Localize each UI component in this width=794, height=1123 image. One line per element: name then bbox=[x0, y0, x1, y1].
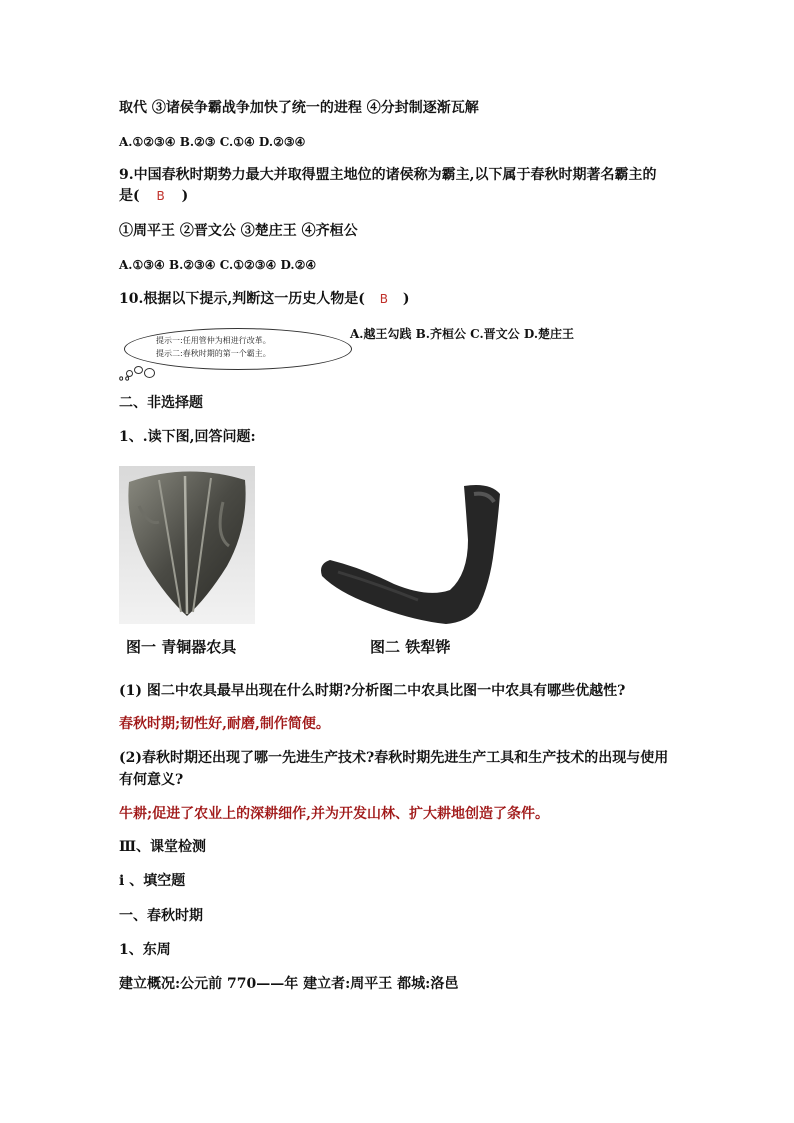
hint-2: 提示二:春秋时期的第一个霸主。 bbox=[156, 349, 271, 358]
bronze-tool-image bbox=[119, 466, 255, 624]
question-10-options: A.越王勾践 B.齐桓公 C.晋文公 D.楚庄王 bbox=[350, 327, 575, 341]
q10-answer: B bbox=[379, 292, 388, 306]
sub-question-2: (2)春秋时期还出现了哪一先进生产技术?春秋时期先进生产工具和生产技术的出现与使用 bbox=[119, 750, 669, 766]
q9-answer: B bbox=[156, 189, 165, 203]
question-9-text-cont bbox=[119, 187, 188, 205]
spring-autumn-heading: 一、春秋时期 bbox=[119, 908, 203, 924]
figure-2-caption: 图二 铁犁铧 bbox=[370, 638, 451, 656]
sub-question-1: (1) 图二中农具最早出现在什么时期?分析图二中农具比图一中农具有哪些优越性? bbox=[119, 683, 626, 699]
q10-prompt: 10.根据以下提示,判断这一历史人物是( bbox=[119, 291, 365, 307]
section-class-check: Ⅲ、课堂检测 bbox=[119, 839, 207, 855]
question-9-options: A.①③④ B.②③④ C.①②③④ D.②④ bbox=[119, 258, 317, 272]
iron-plowshare-image bbox=[318, 480, 506, 628]
sub-question-2-cont: 有何意义? bbox=[119, 772, 184, 788]
question-9-items: ①周平王 ②晋文公 ③楚庄王 ④齐桓公 bbox=[119, 223, 358, 239]
cloud-bubble-large bbox=[144, 368, 155, 378]
q9-bracket-close: ) bbox=[181, 188, 189, 204]
trailing-dots: 。。 bbox=[119, 368, 138, 382]
options-line-q8: A.①②③④ B.②③ C.①④ D.②③④ bbox=[119, 135, 306, 149]
cloud-text bbox=[156, 334, 271, 360]
text-line-conclusions: 取代 ③诸侯争霸战争加快了统一的进程 ④分封制逐渐瓦解 bbox=[119, 100, 479, 116]
question-10-text bbox=[119, 290, 409, 308]
hint-1: 提示一:任用管仲为相进行改革。 bbox=[156, 336, 271, 345]
hint-cloud bbox=[118, 326, 354, 384]
figure-1-caption: 图一 青铜器农具 bbox=[126, 638, 237, 656]
fill-in-heading: i 、填空题 bbox=[119, 873, 186, 889]
sub-question-1-answer: 春秋时期;韧性好,耐磨,制作简便。 bbox=[119, 716, 330, 732]
question-1-prompt: 1、.读下图,回答问题: bbox=[119, 429, 256, 445]
question-9-text: 9.中国春秋时期势力最大并取得盟主地位的诸侯称为霸主,以下属于春秋时期著名霸主的 bbox=[119, 167, 657, 183]
founding-info: 建立概况:公元前 770——年 建立者:周平王 都城:洛邑 bbox=[119, 976, 459, 992]
q9-bracket-open: 是( bbox=[119, 188, 140, 204]
q10-bracket-close: ) bbox=[402, 291, 410, 307]
sub-question-2-answer: 牛耕;促进了农业上的深耕细作,并为开发山林、扩大耕地创造了条件。 bbox=[119, 806, 550, 822]
section-non-choice: 二、非选择题 bbox=[119, 395, 203, 411]
eastern-zhou-heading: 1、东周 bbox=[119, 942, 171, 958]
